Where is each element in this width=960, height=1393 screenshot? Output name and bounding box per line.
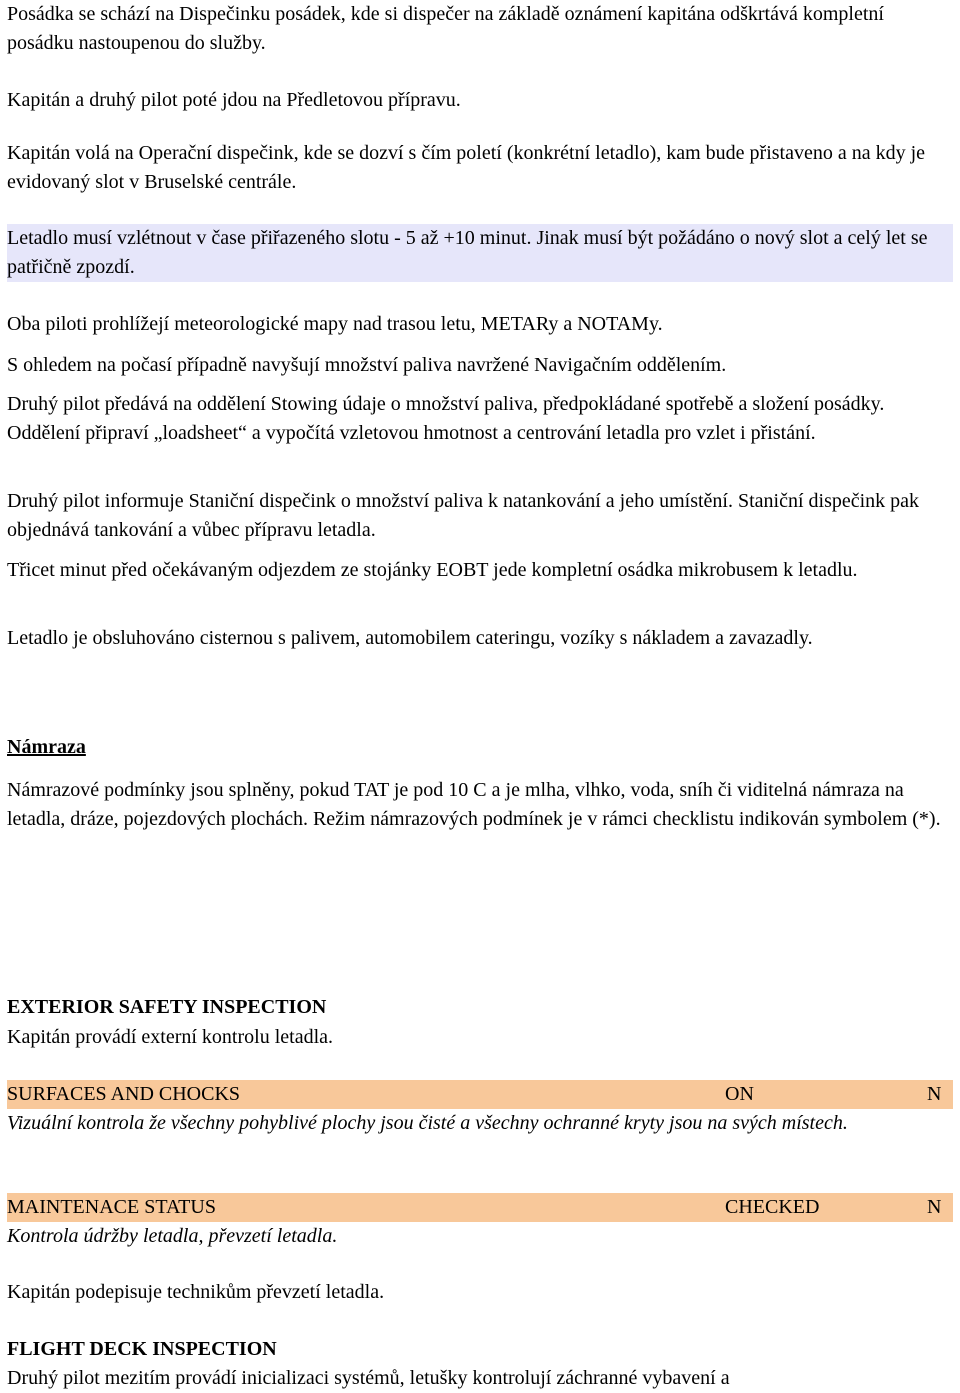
- slot-rule-consequence: Jinak musí být požádáno o nový slot a celý let se patřičně zpozdí.: [7, 227, 928, 278]
- checklist-note-surfaces: Vizuální kontrola že všechny pohyblivé plochy jsou čisté a všechny ochranné kryty jsou na svých místech.: [7, 1112, 848, 1134]
- paragraph-handover: Kapitán podepisuje technikům převzetí letadla.: [7, 1281, 385, 1303]
- paragraph-flight-deck: Druhý pilot mezitím provádí inicializaci systémů, letušky kontrolují záchranné vybavení a: [7, 1367, 730, 1389]
- heading-exterior-inspection: EXTERIOR SAFETY INSPECTION: [7, 996, 327, 1018]
- paragraph-minibus: Třicet minut před očekávaným odjezdem ze stojánky EOBT jede kompletní osádka mikrobusem k letadlu.: [7, 559, 858, 581]
- heading-icing: Námraza: [7, 736, 86, 758]
- checklist-item-value: CHECKED: [725, 1196, 820, 1218]
- checklist-item-value: ON: [725, 1083, 754, 1105]
- checklist-item-flag: N: [927, 1196, 942, 1218]
- checklist-row-surfaces: [7, 1080, 953, 1109]
- paragraph-crew-meeting: Posádka se schází na Dispečinku posádek, kde si dispečer na základě oznámení kapitána odškrtává kompletní posádku nastoupenou do služby.: [7, 3, 884, 54]
- checklist-item-flag: N: [927, 1083, 942, 1105]
- checklist-item-label: MAINTENACE STATUS: [7, 1196, 216, 1218]
- checklist-note-maintenance: Kontrola údržby letadla, převzetí letadla.: [7, 1225, 338, 1247]
- checklist-row-maintenance: [7, 1193, 953, 1222]
- paragraph-icing: Námrazové podmínky jsou splněny, pokud TAT je pod 10 C a je mlha, vlhko, voda, sníh či viditelná námraza na letadla, dráze, pojezdových plochách. Režim námrazových podmínek je v rámci checklistu indikován symbolem (*).: [7, 779, 941, 830]
- checklist-item-label: SURFACES AND CHOCKS: [7, 1083, 241, 1105]
- paragraph-preflight: Kapitán a druhý pilot poté jdou na Předletovou přípravu.: [7, 89, 461, 111]
- paragraph-stowing: Druhý pilot předává na oddělení Stowing údaje o množství paliva, předpokládané spotřebě a složení posádky. Oddělení připraví „loadsheet“ a vypočítá vzletovou hmotnost a centrování letadla pro vzlet i přistání.: [7, 393, 885, 444]
- paragraph-exterior-inspection: Kapitán provádí externí kontrolu letadla.: [7, 1026, 334, 1048]
- slot-rule-text: Letadlo musí vzlétnout v čase přiřazeného slotu - 5 až +10 minut.: [7, 227, 532, 249]
- paragraph-ground-service: Letadlo je obsluhováno cisternou s palivem, automobilem cateringu, vozíky s nákladem a zavazadly.: [7, 627, 813, 649]
- paragraph-station-dispatch: Druhý pilot informuje Staniční dispečink o množství paliva k natankování a jeho umístění. Staniční dispečink pak objednává tankování a vůbec přípravu letadla.: [7, 490, 920, 541]
- paragraph-weather-maps: Oba piloti prohlížejí meteorologické mapy nad trasou letu, METARy a NOTAMy.: [7, 313, 663, 335]
- paragraph-fuel-adjust: S ohledem na počasí případně navyšují množství paliva navržené Navigačním oddělením.: [7, 354, 727, 376]
- heading-flight-deck-inspection: FLIGHT DECK INSPECTION: [7, 1338, 277, 1360]
- paragraph-operations-dispatch: Kapitán volá na Operační dispečink, kde se dozví s čím poletí (konkrétní letadlo), kam bude přistaveno a na kdy je evidovaný slot v Bruselské centrále.: [7, 142, 926, 193]
- paragraph-slot-rule: [7, 224, 953, 282]
